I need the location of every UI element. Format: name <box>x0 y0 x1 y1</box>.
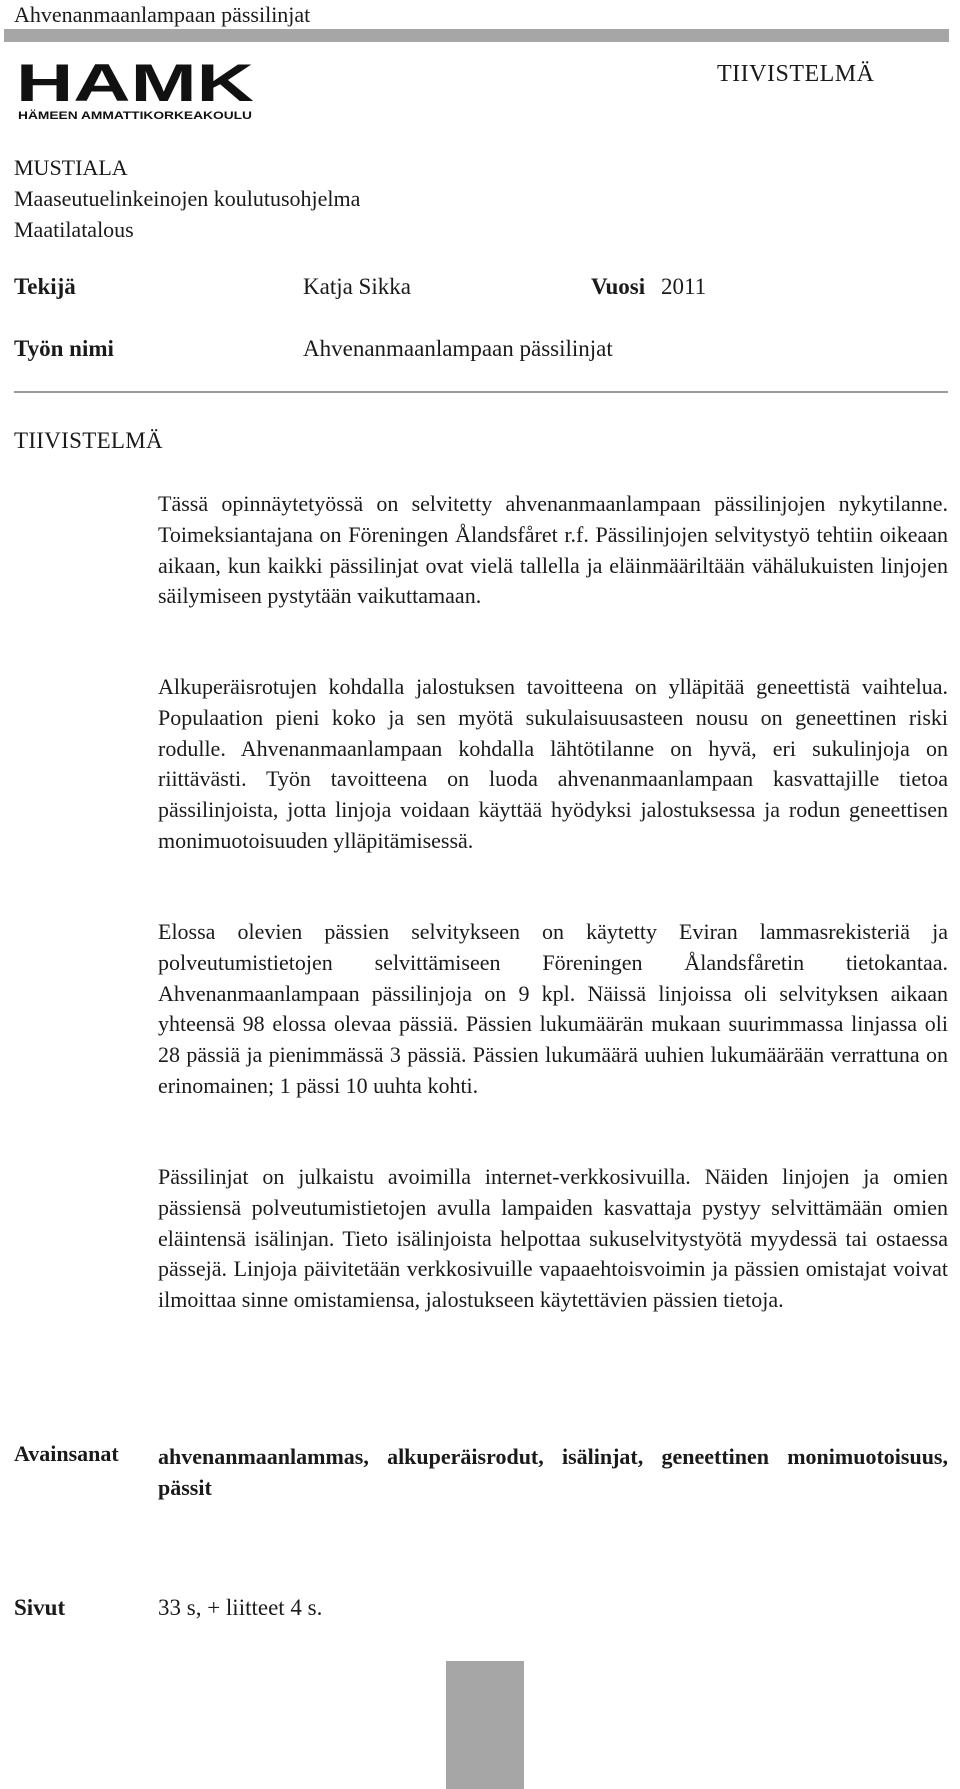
logo-wordmark: HAMK <box>16 60 254 113</box>
keywords-value: ahvenanmaanlammas, alkuperäisrodut, isälinjat, geneettinen monimuotoisuus, pässit <box>158 1444 948 1500</box>
year-value: 2011 <box>661 274 707 299</box>
section-divider <box>14 391 948 393</box>
degree-programme: Maaseutuelinkeinojen koulutusohjelma <box>14 186 361 211</box>
institution-block <box>14 152 360 245</box>
page-footer-marker <box>446 1661 524 1789</box>
pages-label: Sivut <box>14 1595 66 1620</box>
author-name: Katja Sikka <box>303 274 411 299</box>
study-field: Maatilatalous <box>14 217 134 242</box>
work-title: Ahvenanmaanlampaan pässilinjat <box>303 336 613 361</box>
header-rule <box>4 29 949 42</box>
campus-name: MUSTIALA <box>14 155 128 180</box>
hamk-logo <box>16 60 256 122</box>
work-title-label: Työn nimi <box>14 336 114 361</box>
abstract-paragraph: Pässilinjat on julkaistu avoimilla internet-verkkosivuilla. Näiden linjojen ja omien pässiensä polveutumistietojen avulla lampaiden kasvattaja pystyy selvittämään omien eläintensä isälinjan. Tieto isälinjoista helpottaa sukuselvitystyötä myydessä tai ostaessa pässejä. Linjoja päivitetään verkkosivuille vapaaehtoisvoimin ja pässien omistajat voivat ilmoittaa sinne omistamiensa, jalostukseen käytettävien pässien tietoja. <box>158 1164 948 1313</box>
abstract-paragraph: Alkuperäisrotujen kohdalla jalostuksen tavoitteena on ylläpitää geneettistä vaihtelua. Populaation pieni koko ja sen myötä sukulaisuusasteen nousu on geneettinen riski rodulle. Ahvenanmaanlampaan kohdalla lähtötilanne on hyvä, eri sukulinjoja on riittävästi. Työn tavoitteena on luoda ahvenanmaanlampaan kasvattajille tietoa pässilinjoista, jotta linjoja voidaan käyttää hyödyksi jalostuksessa ja rodun geneettisen monimuotoisuuden ylläpitämisessä. <box>158 674 948 853</box>
logo-subtitle: HÄMEEN AMMATTIKORKEAKOULU <box>18 110 205 122</box>
running-title: Ahvenanmaanlampaan pässilinjat <box>14 2 311 27</box>
abstract-paragraph: Tässä opinnäytetyössä on selvitetty ahvenanmaanlampaan pässilinjojen nykytilanne. Toimeksiantajana on Föreningen Ålandsfåret r.f. Pässilinjojen selvitystyö tehtiin oikeaan aikaan, kun kaikki pässilinjat ovat vielä tallella ja eläinmääriltään vähälukuisten linjojen säilymiseen pystytään vaikuttamaan. <box>158 491 948 609</box>
pages-value: 33 s, + liitteet 4 s. <box>158 1595 323 1620</box>
author-label: Tekijä <box>14 274 76 299</box>
year-label: Vuosi <box>591 274 646 299</box>
keywords-label: Avainsanat <box>14 1441 119 1466</box>
abstract-paragraph: Elossa olevien pässien selvitykseen on käytetty Eviran lammasrekisteriä ja polveutumistietojen selvittämiseen Föreningen Ålandsfåretin tietokantaa. Ahvenanmaanlampaan pässilinjoja on 9 kpl. Näissä linjoissa oli selvityksen aikaan yhteensä 98 elossa olevaa pässiä. Pässien lukumäärän mukaan suurimmassa linjassa oli 28 pässiä ja pienimmässä 3 pässiä. Pässien lukumäärä uuhien lukumäärään verrattuna on erinomainen; 1 pässi 10 uuhta kohti. <box>158 919 948 1098</box>
abstract-heading: TIIVISTELMÄ <box>14 428 163 453</box>
document-type: TIIVISTELMÄ <box>717 61 875 87</box>
